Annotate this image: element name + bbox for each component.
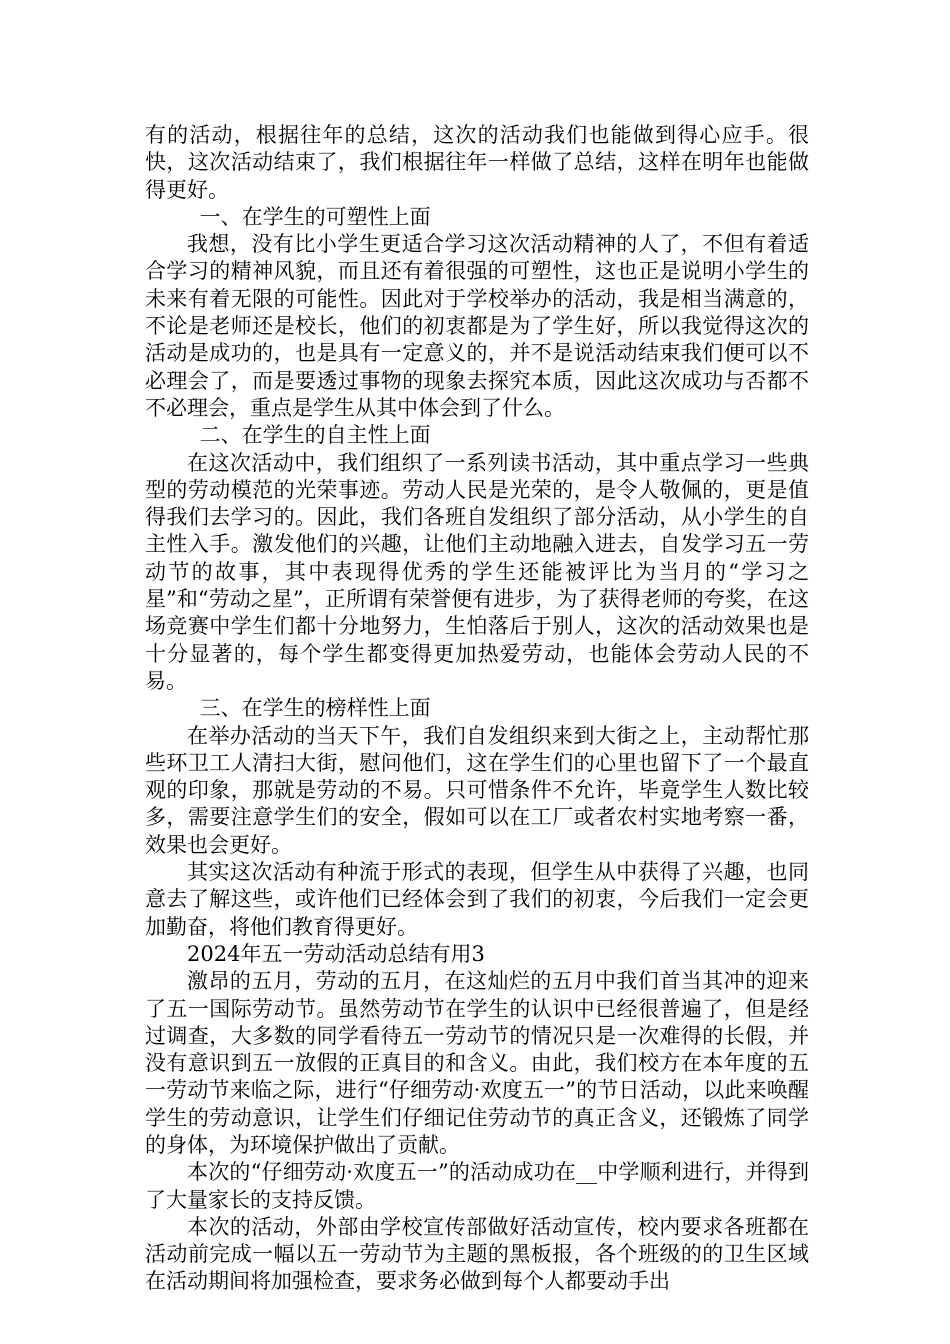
document-page (145, 122, 809, 1296)
paragraph: 本次的活动，外部由学校宣传部做好活动宣传，校内要求各班都在活动前完成一幅以五一劳动节为主题的黑板报，各个班级的的卫生区域在活动期间将加强检查，要求务必做到每个人都要动手出 (145, 1214, 809, 1294)
section-heading-3: 三、在学生的榜样性上面 (199, 696, 431, 721)
paragraph: 激昂的五月，劳动的五月，在这灿烂的五月中我们首当其冲的迎来了五一国际劳动节。虽然劳动节在学生的认识中已经很普遍了，但是经过调查，大多数的同学看待五一劳动节的情况只是一次难得的长假，并没有意识到五一放假的正真目的和含义。由此，我们校方在本年度的五一劳动节来临之际，进行“仔细劳动·欢度五一”的节日活动，以此来唤醒学生的劳动意识，让学生们仔细记住劳动节的真正含义，还锻炼了同学的身体，为环境保护做出了贡献。 (145, 969, 809, 1157)
paragraph: 在这次活动中，我们组织了一系列读书活动，其中重点学习一些典型的劳动模范的光荣事迹。劳动人民是光荣的，是令人敬佩的，更是值得我们去学习的。因此，我们各班自发组织了部分活动，从小学生的自主性入手。激发他们的兴趣，让他们主动地融入进去，自发学习五一劳动节的故事，其中表现得优秀的学生还能被评比为当月的“学习之星”和“劳动之星”，正所谓有荣誉便有进步，为了获得老师的夸奖，在这场竞赛中学生们都十分地努力，生怕落后于别人，这次的活动效果也是十分显著的，每个学生都变得更加热爱劳动，也能体会劳动人民的不易。 (145, 450, 809, 693)
section-heading-1: 一、在学生的可塑性上面 (199, 204, 431, 229)
paragraph-continued: 有的活动，根据往年的总结，这次的活动我们也能做到得心应手。很快，这次活动结束了，我们根据往年一样做了总结，这样在明年也能做得更好。 (145, 123, 809, 202)
paragraph: 我想，没有比小学生更适合学习这次活动精神的人了，不但有着适合学习的精神风貌，而且还有着很强的可塑性，这也正是说明小学生的未来有着无限的可能性。因此对于学校举办的活动，我是相当满意的，不论是老师还是校长，他们的初衷都是为了学生好，所以我觉得这次的活动是成功的，也是具有一定意义的，并不是说活动结束我们便可以不必理会了，而是要透过事物的现象去探究本质，因此这次成功与否都不不必理会，重点是学生从其中体会到了什么。 (145, 232, 809, 420)
paragraph: 在举办活动的当天下午，我们自发组织来到大街之上，主动帮忙那些环卫工人清扫大街，慰问他们，这在学生们的心里也留下了一个最直观的印象，那就是劳动的不易。只可惜条件不允许，毕竟学生人数比较多，需要注意学生们的安全，假如可以在工厂或者农村实地考察一番，效果也会更好。 (145, 723, 809, 857)
paragraph: 本次的“仔细劳动·欢度五一”的活动成功在__中学顺利进行，并得到了大量家长的支持反馈。 (145, 1160, 809, 1212)
section-heading-2: 二、在学生的自主性上面 (199, 423, 431, 448)
article-title: 2024年五一劳动活动总结有用3 (187, 941, 485, 966)
paragraph: 其实这次活动有种流于形式的表现，但学生从中获得了兴趣，也同意去了解这些，或许他们已经体会到了我们的初衷，今后我们一定会更加勤奋，将他们教育得更好。 (145, 860, 809, 939)
